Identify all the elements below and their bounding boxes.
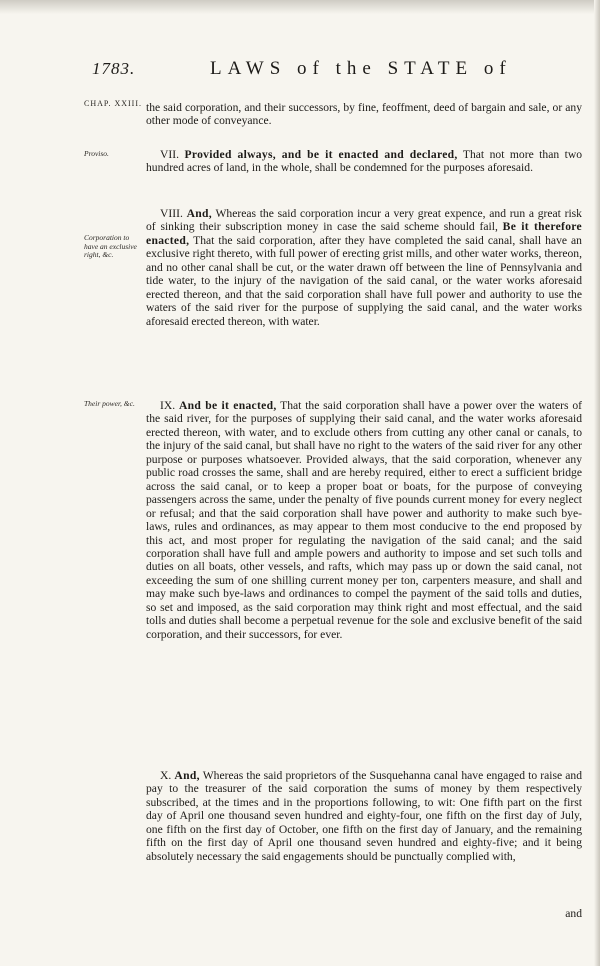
section-number-ix: IX. (160, 399, 176, 412)
paragraph-vii (146, 148, 582, 175)
section-viii-whereas: Whereas the said corporation incur a very great expence, and run a great risk of sinking their subscription money in case the said scheme should fail, (146, 207, 582, 234)
paragraph-ix (146, 399, 582, 641)
section-viii-and: And, (186, 207, 212, 220)
page-right-edge (594, 0, 600, 966)
section-ix-text: That the said corporation shall have a power over the waters of the said river, for the purposes of supplying their said canal, and the water works aforesaid erected thereon, with water, and to exclude others from cutting any other canal or canals, to the injury of the said canal, but shall have no right to the waters of the said river for any other purpose or purposes whatsoever. Provided always, that the said corporation, whenever any public road crosses the same, shall and are hereby required, either to erect a sufficient bridge across the said canal, or to keep a proper boat or boats, for the purpose of conveying passengers across the same, under the penalty of five pounds current money for every neglect or refusal; and that the said corporation shall have power and authority to make such bye-laws, rules and ordinances, as may appear to them most conducive to the end proposed by this act, and most proper for regulating the navigation of the said canal; and the said corporation shall have full and ample powers and authority to impose and set such tolls and duties on all boats, other vessels, and rafts, which may pass up or down the said canal, not exceeding the sum of one shilling current money per ton, carpenters measure, and shall and may make such bye-laws and ordinances to compel the payment of the said tolls and duties, so set and imposed, as the said corporation may think right and most effectual, and the said tolls and duties shall become a perpetual revenue for the sole and exclusive benefit of the said corporation, and their successors, for ever. (146, 399, 582, 641)
running-title: LAWS of the STATE of (210, 58, 512, 79)
section-number-viii: VIII. (160, 207, 183, 220)
catchword: and (565, 907, 582, 920)
paragraph-x (146, 769, 582, 863)
margin-chapter-label: CHAP. XXIII. (84, 99, 142, 108)
paragraph-continuation (146, 101, 582, 128)
page-header (92, 58, 588, 84)
section-vii-enacting-clause: Provided always, and be it enacted and declared, (184, 148, 458, 161)
section-ix-enacting-clause: And be it enacted, (178, 399, 277, 412)
section-vii-text: That not more than two hundred acres of land, in the whole, shall be condemned for the purposes aforesaid. (146, 148, 582, 175)
paragraph-viii (146, 207, 582, 328)
page-year: 1783. (92, 59, 136, 78)
page-top-edge (0, 0, 600, 14)
section-x-and: And, (174, 769, 200, 782)
section-viii-text: That the said corporation, after they have completed the said canal, shall have an exclusive right thereto, with full power of erecting grist mills, and other water works, thereon, and no other canal shall be cut, or the water drawn off between the line of Pennsylvania and tide water, to the injury of the navigation of the said canal, or the water works aforesaid erected thereon, and that the said corporation shall have full power and authority to use the waters of the said river for the purpose of supplying the said canal, and the water works aforesaid erected thereon, with water. (146, 233, 582, 328)
section-number-vii: VII. (160, 148, 179, 161)
section-x-text: Whereas the said proprietors of the Susquehanna canal have engaged to raise and pay to the treasurer of the said corporation the sums of money by them respectively subscribed, at the times and in the proportions following, to wit: One fifth part on the first day of April one thousand seven hundred and eighty-four, one fifth on the first day of July, one fifth on the first day of October, one fifth on the first day of January, and the remaining fifth on the first day of April one thousand seven hundred and eighty-five; and it being absolutely necessary the said engagements should be punctually complied with, (146, 769, 582, 863)
section-viii-enacting-clause: Be it therefore enacted, (146, 220, 582, 247)
section-number-x: X. (160, 769, 172, 782)
paragraph-continuation-text: the said corporation, and their successors, by fine, feoffment, deed of bargain and sale, or any other mode of conveyance. (146, 101, 582, 128)
margin-note-power: Their power, &c. (84, 399, 135, 408)
margin-note-corporation: Corporation to have an exclusive right, &c. (84, 233, 137, 259)
margin-note-proviso: Proviso. (84, 149, 109, 158)
